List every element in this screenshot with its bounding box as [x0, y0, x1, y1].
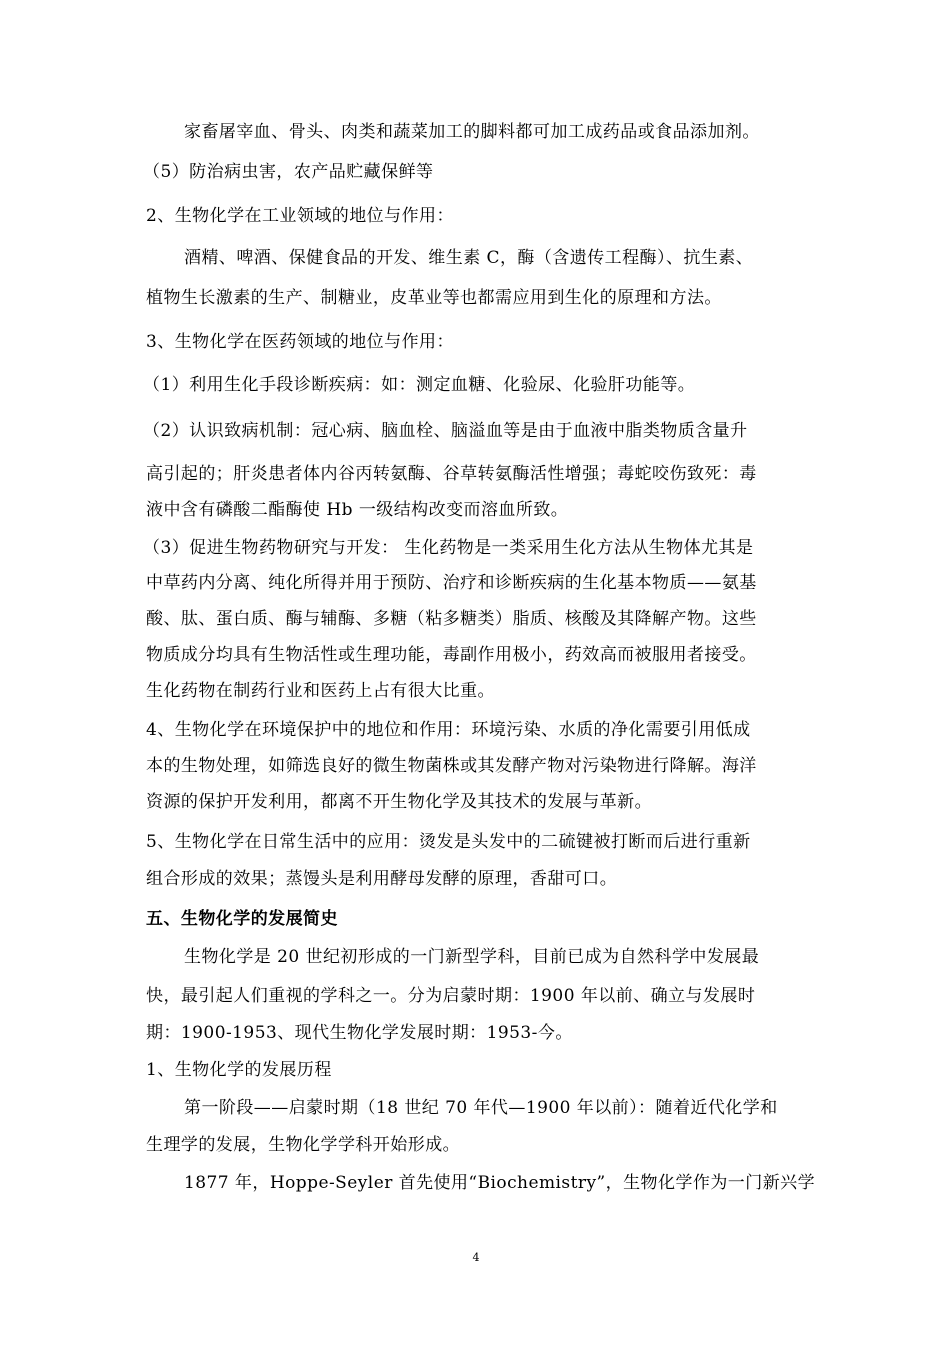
- text-line: （5）防治病虫害，农产品贮藏保鲜等: [143, 162, 434, 182]
- text-line: （1）利用生化手段诊断疾病：如：测定血糖、化验尿、化验肝功能等。: [143, 375, 696, 395]
- text-line: 资源的保护开发利用，都离不开生物化学及其技术的发展与革新。: [146, 792, 653, 812]
- text-line: 液中含有磷酸二酯酶使 Hb 一级结构改变而溶血所致。: [146, 500, 569, 520]
- text-line: 酸、肽、蛋白质、酶与辅酶、多糖（粘多糖类）脂质、核酸及其降解产物。这些: [146, 609, 757, 629]
- chapter-heading: 五、生物化学的发展简史: [146, 909, 338, 929]
- text-line: 生理学的发展，生物化学学科开始形成。: [146, 1135, 461, 1155]
- text-line: 中草药内分离、纯化所得并用于预防、治疗和诊断疾病的生化基本物质——氨基: [146, 573, 757, 593]
- section-heading: 3、生物化学在医药领域的地位与作用：: [146, 332, 454, 352]
- text-line: 4、生物化学在环境保护中的地位和作用：环境污染、水质的净化需要引用低成: [146, 720, 751, 740]
- text-line: 酒精、啤酒、保健食品的开发、维生素 C，酶（含遗传工程酶）、抗生素、: [184, 248, 754, 268]
- page-number: 4: [472, 1251, 480, 1264]
- text-line: 家畜屠宰血、骨头、肉类和蔬菜加工的脚料都可加工成药品或食品添加剂。: [184, 122, 760, 142]
- text-line: 物质成分均具有生物活性或生理功能，毒副作用极小，药效高而被服用者接受。: [146, 645, 757, 665]
- text-line: 生物化学是 20 世纪初形成的一门新型学科，目前已成为自然科学中发展最: [184, 947, 760, 967]
- text-line: （2）认识致病机制：冠心病、脑血栓、脑溢血等是由于血液中脂类物质含量升: [143, 421, 748, 441]
- text-line: 高引起的；肝炎患者体内谷丙转氨酶、谷草转氨酶活性增强；毒蛇咬伤致死：毒: [146, 464, 757, 484]
- text-line: 本的生物处理，如筛选良好的微生物菌株或其发酵产物对污染物进行降解。海洋: [146, 756, 757, 776]
- section-heading: 2、生物化学在工业领域的地位与作用：: [146, 206, 454, 226]
- subsection-heading: 1、生物化学的发展历程: [146, 1060, 332, 1080]
- text-line: 植物生长激素的生产、制糖业，皮革业等也都需应用到生化的原理和方法。: [146, 288, 722, 308]
- text-line: 生化药物在制药行业和医药上占有很大比重。: [146, 681, 495, 701]
- text-line: 期：1900-1953、现代生物化学发展时期：1953-今。: [146, 1023, 573, 1043]
- text-line: 5、生物化学在日常生活中的应用：烫发是头发中的二硫键被打断而后进行重新: [146, 832, 751, 852]
- text-line: 第一阶段——启蒙时期（18 世纪 70 年代—1900 年以前）：随着近代化学和: [184, 1098, 778, 1118]
- text-line: 快，最引起人们重视的学科之一。分为启蒙时期：1900 年以前、确立与发展时: [146, 986, 756, 1006]
- text-line: （3）促进生物药物研究与开发： 生化药物是一类采用生化方法从生物体尤其是: [143, 538, 754, 558]
- text-line: 1877 年，Hoppe-Seyler 首先使用“Biochemistry”，生物化学作为一门新兴学: [184, 1173, 816, 1193]
- text-line: 组合形成的效果；蒸馒头是利用酵母发酵的原理，香甜可口。: [146, 869, 618, 889]
